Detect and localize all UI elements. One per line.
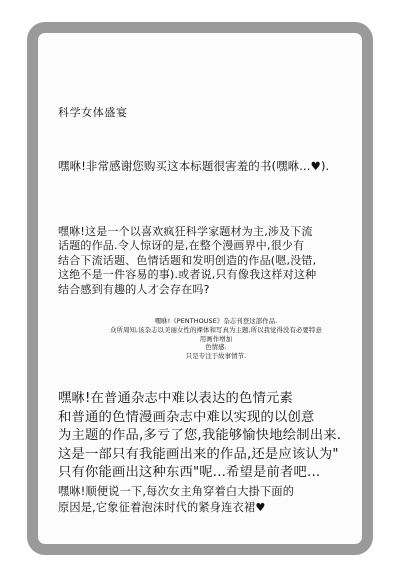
small-note-paragraph: 嘿咻!《PENTHOUSE》杂志刊登这部作品. 众所周知,该杂志以美丽女性的裸体和写真为主题,所以我觉得没有必要特意 用画作增加 色情感. 只是专注于故事情节. <box>110 317 322 361</box>
statement-paragraph: 嘿咻!在普通杂志中难以表达的色情元素 和普通的色情漫画杂志中难以实现的以创意 为主题的作品,多亏了您,我能够愉快地绘制出来. 这是一部只有我能画出来的作品,还是应该认为" 只有你能画出这种东西"呢...希望是前者吧... <box>58 391 342 480</box>
page-frame <box>27 22 373 555</box>
thanks-paragraph: 嘿咻!非常感谢您购买这本标题很害羞的书(嘿咻...♥). <box>58 159 330 173</box>
intro-paragraph: 嘿咻!这是一个以喜欢疯狂科学家题材为主,涉及下流 话题的作品.令人惊讶的是,在整个漫画界中,很少有 结合下流话题、色情话题和发明创造的作品(嗯,没错, 这绝不是一件容易的事).或者说,只有像我这样对这种 结合感到有趣的人才会存在吗? <box>58 225 317 296</box>
aside-paragraph: 嘿咻!顺便说一下,每次女主角穿着白大掛下面的 原因是,它象征着泡沫时代的紧身连衣裙♥ <box>58 485 295 514</box>
page-heading: 科学女体盛宴 <box>58 106 128 119</box>
